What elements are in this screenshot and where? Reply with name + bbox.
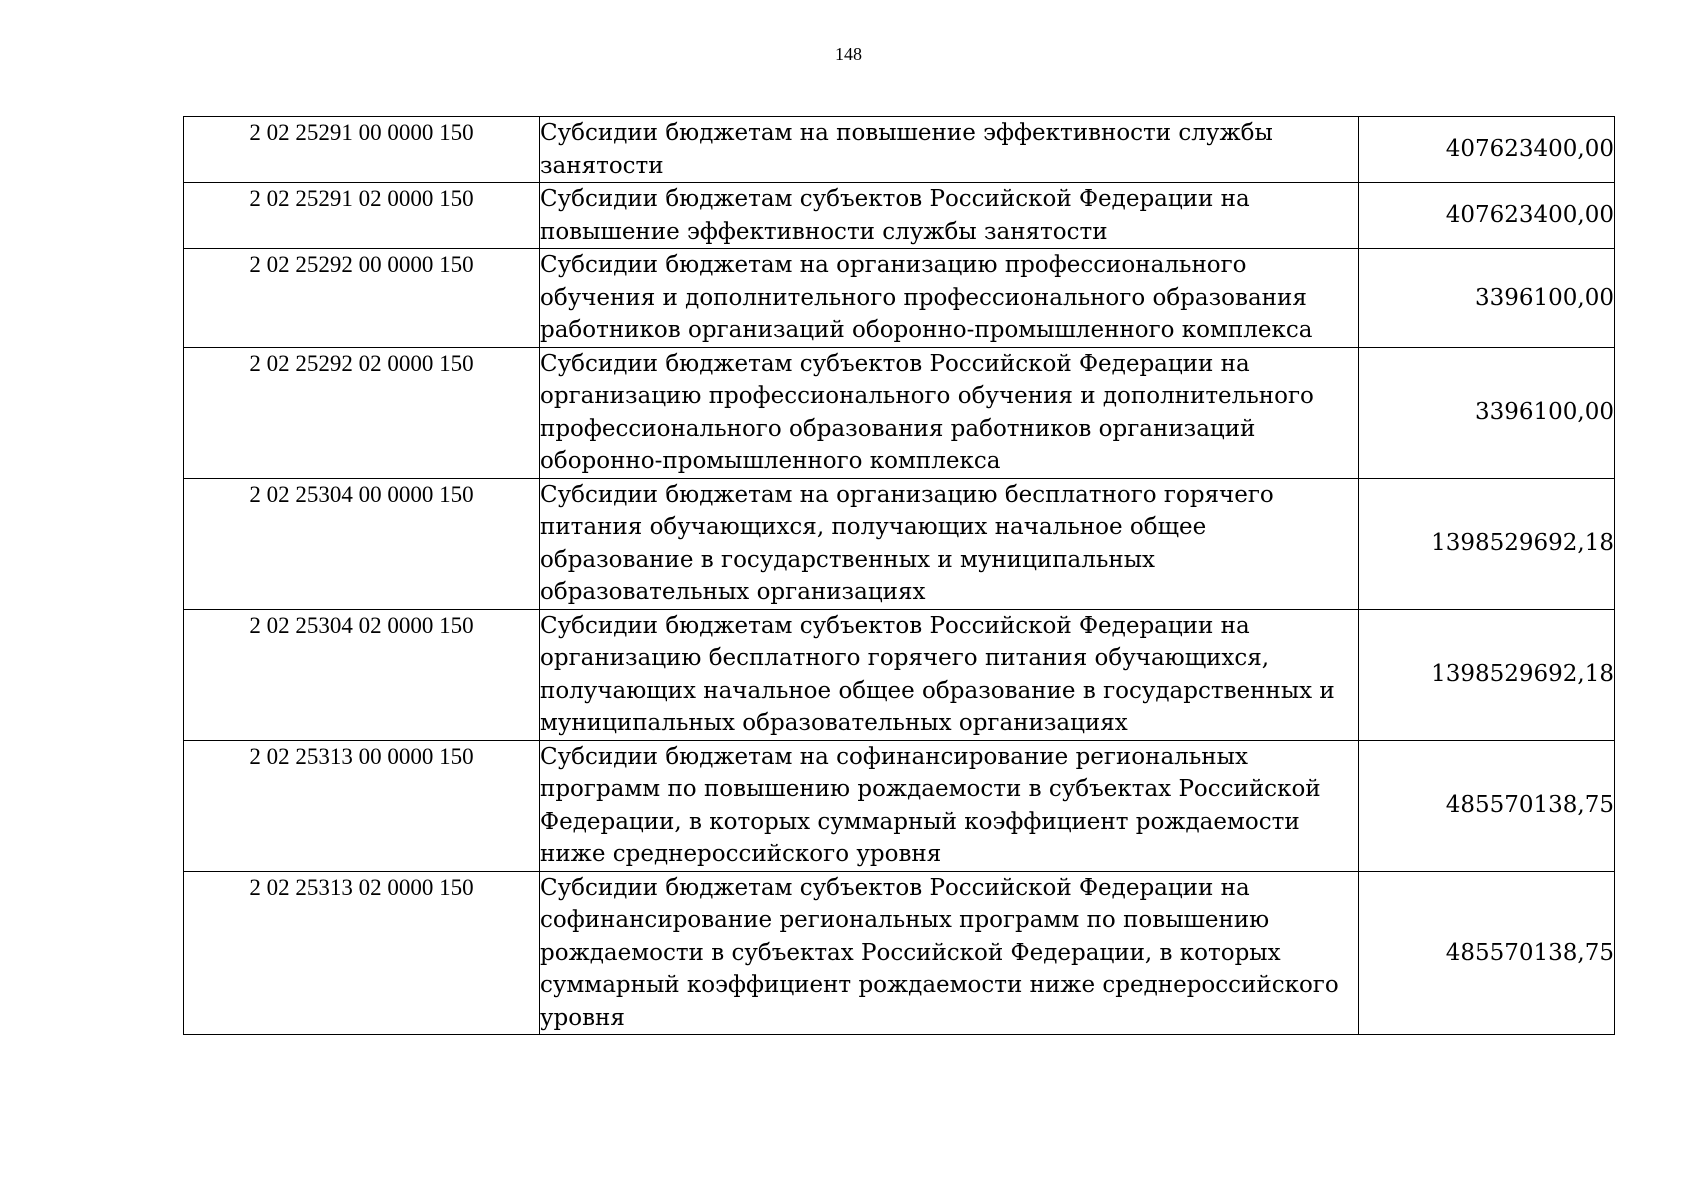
budget-code-cell: 2 02 25292 00 0000 150: [184, 249, 540, 348]
amount-cell: 1398529692,18: [1359, 478, 1615, 609]
budget-code-cell: 2 02 25292 02 0000 150: [184, 347, 540, 478]
revenue-name-cell: Субсидии бюджетам субъектов Российской Федерации на организацию бесплатного горячего питания обучающихся, получающих начальное общее образование в государственных и муниципальных образовательных организациях: [540, 609, 1359, 740]
amount-cell: 407623400,00: [1359, 117, 1615, 183]
table-row: [184, 740, 1615, 871]
amount-cell: 3396100,00: [1359, 249, 1615, 348]
amount-cell: 1398529692,18: [1359, 609, 1615, 740]
budget-code-cell: 2 02 25291 00 0000 150: [184, 117, 540, 183]
budget-code-cell: 2 02 25291 02 0000 150: [184, 183, 540, 249]
amount-cell: 485570138,75: [1359, 740, 1615, 871]
revenue-name-cell: Субсидии бюджетам субъектов Российской Федерации на софинансирование региональных программ по повышению рождаемости в субъектах Российской Федерации, в которых суммарный коэффициент рождаемости ниже среднероссийского уровня: [540, 871, 1359, 1035]
amount-cell: 407623400,00: [1359, 183, 1615, 249]
table-row: [184, 478, 1615, 609]
table-row: [184, 249, 1615, 348]
amount-cell: 485570138,75: [1359, 871, 1615, 1035]
budget-code-cell: 2 02 25313 00 0000 150: [184, 740, 540, 871]
budget-code-cell: 2 02 25304 00 0000 150: [184, 478, 540, 609]
table-row: [184, 871, 1615, 1035]
revenue-name-cell: Субсидии бюджетам субъектов Российской Федерации на организацию профессионального обучения и дополнительного профессионального образования работников организаций оборонно-промышленного комплекса: [540, 347, 1359, 478]
revenue-name-cell: Субсидии бюджетам на организацию профессионального обучения и дополнительного профессионального образования работников организаций оборонно-промышленного комплекса: [540, 249, 1359, 348]
table-row: [184, 347, 1615, 478]
revenue-name-cell: Субсидии бюджетам на софинансирование региональных программ по повышению рождаемости в субъектах Российской Федерации, в которых суммарный коэффициент рождаемости ниже среднероссийского уровня: [540, 740, 1359, 871]
amount-cell: 3396100,00: [1359, 347, 1615, 478]
budget-code-cell: 2 02 25304 02 0000 150: [184, 609, 540, 740]
budget-revenue-table: [183, 116, 1615, 1035]
table-row: [184, 609, 1615, 740]
revenue-name-cell: Субсидии бюджетам на организацию бесплатного горячего питания обучающихся, получающих начальное общее образование в государственных и муниципальных образовательных организациях: [540, 478, 1359, 609]
table-row: [184, 117, 1615, 183]
table-row: [184, 183, 1615, 249]
page-number: 148: [835, 44, 862, 64]
budget-code-cell: 2 02 25313 02 0000 150: [184, 871, 540, 1035]
revenue-name-cell: Субсидии бюджетам субъектов Российской Федерации на повышение эффективности службы занятости: [540, 183, 1359, 249]
revenue-name-cell: Субсидии бюджетам на повышение эффективности службы занятости: [540, 117, 1359, 183]
